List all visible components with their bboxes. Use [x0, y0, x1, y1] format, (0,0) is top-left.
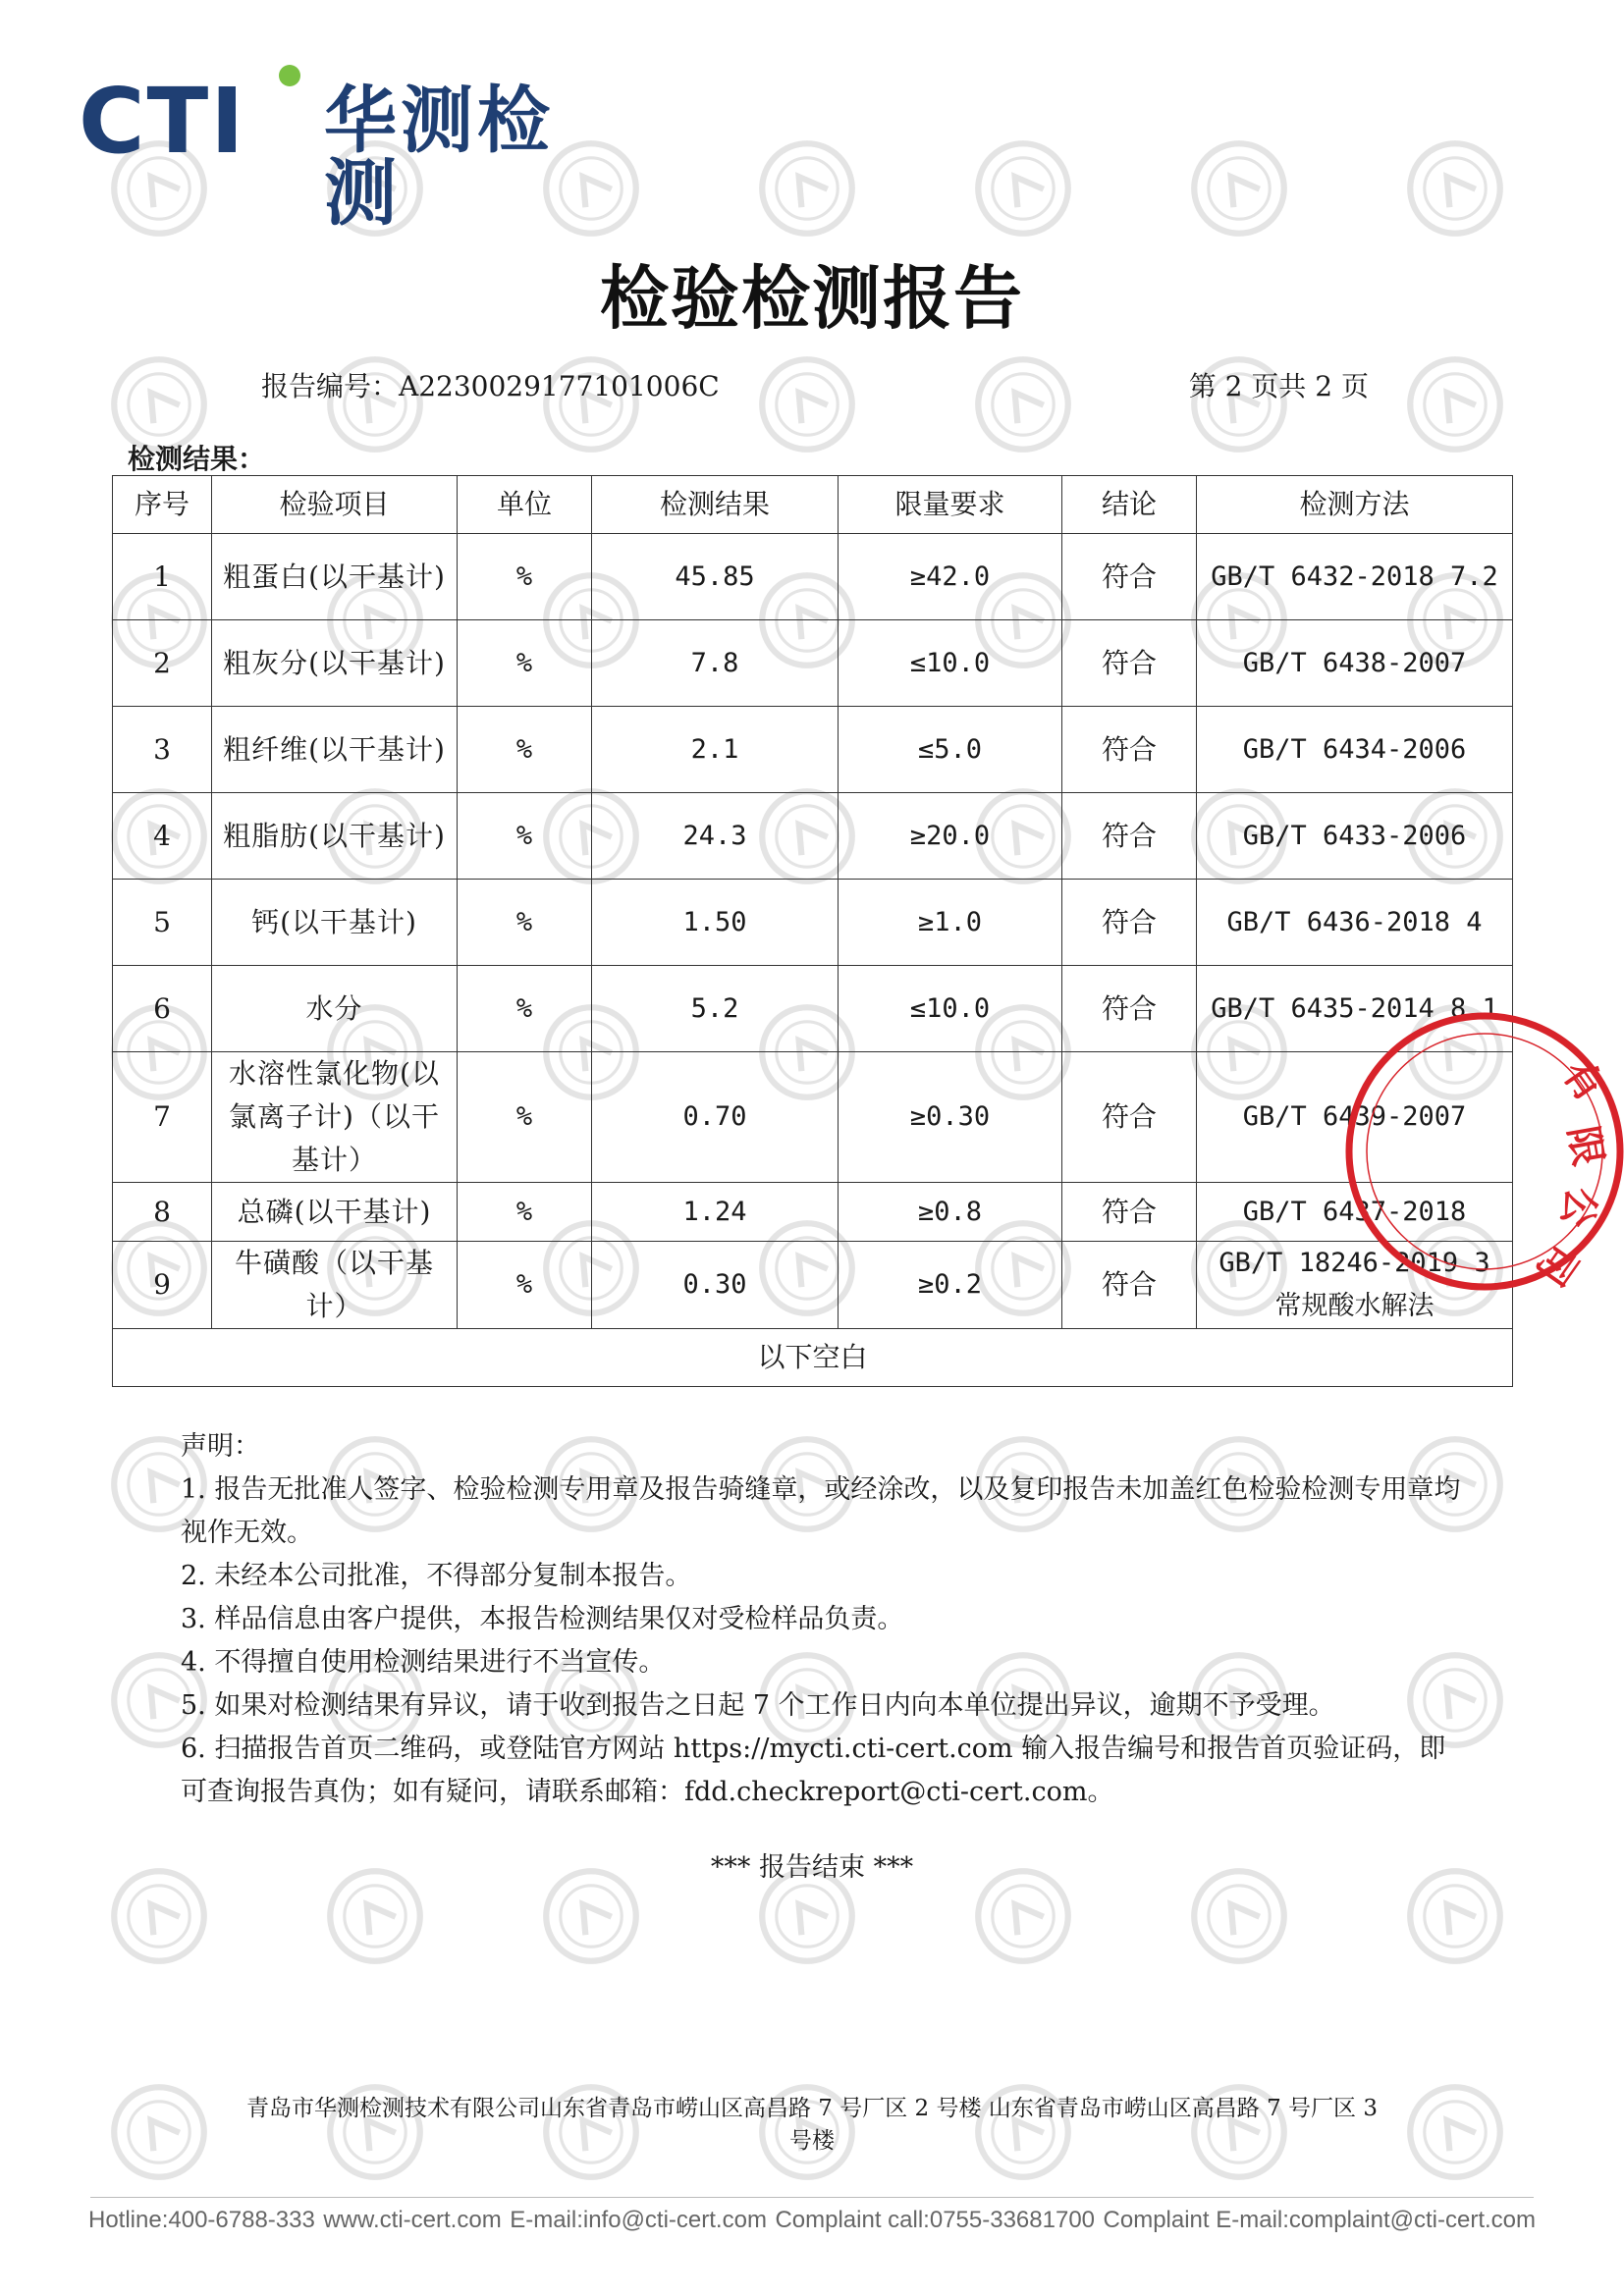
cell-method: GB/T 6437-2018: [1197, 1183, 1513, 1242]
cell-method: GB/T 6433-2006: [1197, 793, 1513, 880]
footer-divider: [90, 2197, 1534, 2198]
header-method: 检测方法: [1197, 476, 1513, 534]
statement-item: 1. 报告无批准人签字、检验检测专用章及报告骑缝章，或经涂改，以及复印报告未加盖红色检验检测专用章均视作无效。: [181, 1474, 1461, 1548]
seal-character: 限: [1559, 1122, 1611, 1170]
cell-result: 1.50: [592, 880, 839, 966]
company-logo: [79, 65, 609, 236]
header-conclusion: 结论: [1062, 476, 1197, 534]
cell-no: 6: [113, 966, 212, 1052]
watermark-logo-icon: [1404, 137, 1506, 240]
watermark-logo-icon: [756, 137, 858, 240]
statement-item: 6. 扫描报告首页二维码，或登陆官方网站 https://mycti.cti-cert.com 输入报告编号和报告首页验证码，即可查询报告真伪；如有疑问，请联系邮箱：fdd.checkreport@cti-cert.com。: [181, 1734, 1446, 1807]
statement-item: 5. 如果对检测结果有异议，请于收到报告之日起 7 个工作日内向本单位提出异议，逾期不予受理。: [181, 1690, 1335, 1721]
seal-text: [1527, 1051, 1613, 1293]
cell-unit: %: [458, 880, 592, 966]
watermark-logo-icon: [1404, 353, 1506, 455]
cell-conclusion: 符合: [1062, 793, 1197, 880]
cell-result: 2.1: [592, 707, 839, 793]
header-limit: 限量要求: [839, 476, 1062, 534]
cell-limit: ≤10.0: [839, 966, 1062, 1052]
cell-limit: ≥0.2: [839, 1242, 1062, 1329]
cell-conclusion: 符合: [1062, 1183, 1197, 1242]
cell-conclusion: 符合: [1062, 707, 1197, 793]
cell-conclusion: 符合: [1062, 880, 1197, 966]
statement-heading: 声明：: [181, 1431, 260, 1462]
cell-no: 3: [113, 707, 212, 793]
seal-character: 有: [1552, 1051, 1613, 1110]
footer-hotline: Hotline:400-6788-333: [88, 2207, 315, 2233]
watermark-logo-icon: [1188, 137, 1290, 240]
table-row: [113, 793, 1513, 880]
report-title: 检验检测报告: [600, 257, 1024, 339]
cell-result: 5.2: [592, 966, 839, 1052]
cell-limit: ≤10.0: [839, 620, 1062, 707]
statement-item: 3. 样品信息由客户提供，本报告检测结果仅对受检样品负责。: [181, 1604, 904, 1634]
table-header-row: [113, 476, 1513, 534]
report-number: 报告编号：A2230029177101006C: [261, 370, 720, 402]
cell-unit: %: [458, 534, 592, 620]
logo-dot-icon: [279, 65, 300, 86]
cell-item: 粗脂肪(以干基计): [212, 793, 458, 880]
cell-no: 5: [113, 880, 212, 966]
header-unit: 单位: [458, 476, 592, 534]
cell-no: 7: [113, 1052, 212, 1183]
cell-limit: ≥0.30: [839, 1052, 1062, 1183]
logo-chinese-text: 华测检测: [324, 79, 554, 236]
report-end-mark: *** 报告结束 ***: [710, 1852, 914, 1883]
cell-item: 钙(以干基计): [212, 880, 458, 966]
footer-complaint-email: Complaint E-mail:complaint@cti-cert.com: [1103, 2207, 1536, 2233]
cell-method: GB/T 18246-2019 3 常规酸水解法: [1197, 1242, 1513, 1329]
table-row: [113, 707, 1513, 793]
watermark-logo-icon: [972, 353, 1074, 455]
logo-latin-text: CTI: [79, 69, 246, 174]
cell-unit: %: [458, 707, 592, 793]
cell-conclusion: 符合: [1062, 1052, 1197, 1183]
cell-item: 水分: [212, 966, 458, 1052]
cell-result: 24.3: [592, 793, 839, 880]
watermark-logo-icon: [108, 2081, 210, 2183]
table-row: [113, 966, 1513, 1052]
cell-no: 9: [113, 1242, 212, 1329]
table-row: [113, 620, 1513, 707]
cell-no: 8: [113, 1183, 212, 1242]
cell-item: 粗灰分(以干基计): [212, 620, 458, 707]
table-row: [113, 1052, 1513, 1183]
cell-method: GB/T 6436-2018 4: [1197, 880, 1513, 966]
cell-unit: %: [458, 1242, 592, 1329]
page-indicator: 第 2 页共 2 页: [1188, 370, 1369, 402]
cell-item: 粗纤维(以干基计): [212, 707, 458, 793]
footer-bar: [88, 2207, 1536, 2234]
header-item: 检验项目: [212, 476, 458, 534]
table-row: [113, 1242, 1513, 1329]
cell-item: 粗蛋白(以干基计): [212, 534, 458, 620]
cell-result: 0.70: [592, 1052, 839, 1183]
cell-unit: %: [458, 966, 592, 1052]
cell-unit: %: [458, 1183, 592, 1242]
cell-result: 1.24: [592, 1183, 839, 1242]
cell-item: 牛磺酸（以干基计）: [212, 1242, 458, 1329]
seal-character: 司: [1526, 1235, 1587, 1294]
cell-conclusion: 符合: [1062, 966, 1197, 1052]
cell-unit: %: [458, 793, 592, 880]
cell-unit: %: [458, 620, 592, 707]
cell-method: GB/T 6438-2007: [1197, 620, 1513, 707]
cell-limit: ≥20.0: [839, 793, 1062, 880]
statement-block: [181, 1425, 1467, 1814]
cell-no: 1: [113, 534, 212, 620]
table-row: [113, 1183, 1513, 1242]
cell-limit: ≥1.0: [839, 880, 1062, 966]
footer-email: E-mail:info@cti-cert.com: [510, 2207, 767, 2233]
cell-item: 总磷(以干基计): [212, 1183, 458, 1242]
blank-note: 以下空白: [113, 1329, 1513, 1387]
watermark-logo-icon: [972, 137, 1074, 240]
footer-complaint-call: Complaint call:0755-33681700: [775, 2207, 1096, 2233]
watermark-logo-icon: [1404, 2081, 1506, 2183]
cell-method: GB/T 6432-2018 7.2: [1197, 534, 1513, 620]
results-table: [112, 475, 1513, 1387]
header-no: 序号: [113, 476, 212, 534]
cell-result: 0.30: [592, 1242, 839, 1329]
cell-item: 水溶性氯化物(以氯离子计)（以干基计）: [212, 1052, 458, 1183]
cell-conclusion: 符合: [1062, 534, 1197, 620]
cell-no: 2: [113, 620, 212, 707]
cell-conclusion: 符合: [1062, 1242, 1197, 1329]
table-row: [113, 534, 1513, 620]
seal-character: 公: [1552, 1184, 1604, 1231]
header-result: 检测结果: [592, 476, 839, 534]
cell-limit: ≥0.8: [839, 1183, 1062, 1242]
cell-no: 4: [113, 793, 212, 880]
cell-method: GB/T 6435-2014 8.1: [1197, 966, 1513, 1052]
blank-row: [113, 1329, 1513, 1387]
statement-item: 2. 未经本公司批准，不得部分复制本报告。: [181, 1561, 692, 1591]
cell-method: GB/T 6439-2007: [1197, 1052, 1513, 1183]
table-row: [113, 880, 1513, 966]
cell-result: 45.85: [592, 534, 839, 620]
section-label: 检测结果：: [128, 443, 266, 475]
watermark-logo-icon: [756, 353, 858, 455]
footer-website: www.cti-cert.com: [323, 2207, 502, 2233]
cell-limit: ≥42.0: [839, 534, 1062, 620]
company-seal-stamp: [1526, 1013, 1624, 1294]
company-address: 青岛市华测检测技术有限公司山东省青岛市崂山区高昌路 7 号厂区 2 号楼 山东省青岛市崂山区高昌路 7 号厂区 3 号楼: [245, 2096, 1379, 2154]
statement-item: 4. 不得擅自使用检测结果进行不当宣传。: [181, 1647, 666, 1678]
cell-limit: ≤5.0: [839, 707, 1062, 793]
cell-method: GB/T 6434-2006: [1197, 707, 1513, 793]
cell-result: 7.8: [592, 620, 839, 707]
cell-conclusion: 符合: [1062, 620, 1197, 707]
cell-unit: %: [458, 1052, 592, 1183]
